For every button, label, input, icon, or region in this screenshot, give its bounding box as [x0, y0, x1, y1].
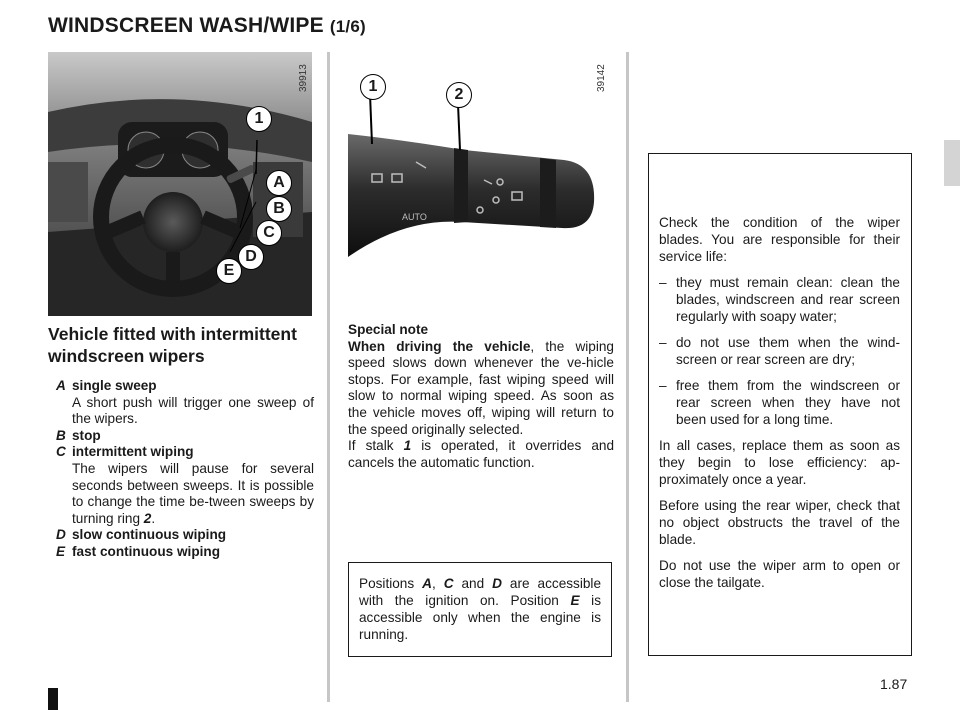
care-intro: Check the condition of the wiper blades. You are responsible for their service life:	[659, 215, 900, 264]
dash-marker: –	[659, 275, 667, 290]
stalk-auto-label: AUTO	[402, 212, 427, 222]
callout-d: D	[238, 244, 264, 270]
wiper-stalk-illustration	[344, 52, 616, 292]
legend-key: E	[56, 543, 66, 559]
stalk-callout-2: 2	[446, 82, 472, 108]
position-ref-e: E	[570, 593, 580, 608]
special-note	[348, 322, 614, 471]
care-rear-wiper: Before using the rear wiper, check that no object obstructs the travel of the blade.	[659, 498, 900, 547]
column-divider-right	[626, 52, 629, 702]
legend-key: D	[56, 527, 66, 543]
legend-desc: A short push will trigger one sweep of the wipers.	[72, 394, 314, 427]
callout-e: E	[216, 258, 242, 284]
figure-ref-39142: 39142	[596, 64, 607, 92]
legend-label: intermittent wiping	[72, 444, 194, 460]
callout-a: A	[266, 170, 292, 196]
legend-label: slow continuous wiping	[72, 527, 227, 543]
section-tab-marker	[944, 140, 960, 186]
wiper-positions-legend	[56, 378, 314, 561]
legend-desc-end: .	[151, 510, 156, 526]
legend-item-a	[56, 378, 314, 428]
care-item	[659, 334, 900, 368]
care-tailgate: Do not use the wiper arm to open or close the tailgate.	[659, 558, 900, 590]
special-note-para-2	[348, 438, 614, 471]
box-text: Positions	[359, 576, 423, 591]
section-heading: Vehicle fitted with intermittent windscreen wipers	[48, 324, 297, 366]
care-item-text: do not use them when the wind-screen or rear screen are dry;	[676, 335, 900, 367]
title-main: WINDSCREEN WASH/WIPE	[48, 14, 324, 37]
box-text: are accessible with the ignition on. Position	[359, 576, 602, 608]
legend-key: B	[56, 427, 66, 443]
wiper-care-box	[648, 153, 912, 656]
dashboard-photo	[48, 52, 312, 316]
ring-ref: 2	[143, 510, 152, 526]
care-item-text: free them from the windscreen or rear screen when they have not been used for a long time.	[676, 378, 900, 427]
box-text: and	[453, 576, 493, 591]
special-note-para-1	[348, 339, 614, 439]
legend-item-b	[56, 428, 314, 445]
callout-c: C	[256, 220, 282, 246]
special-note-heading: Special note	[348, 322, 429, 337]
stalk-callout-1: 1	[360, 74, 386, 100]
figure-ref-39913: 39913	[298, 64, 309, 92]
care-item	[659, 377, 900, 428]
legend-key: C	[56, 444, 66, 460]
dash-marker: –	[659, 335, 667, 350]
page-number: 1.87	[880, 676, 908, 692]
footer-marker	[48, 688, 58, 710]
title-part: (1/6)	[329, 17, 366, 36]
box-text: ,	[431, 576, 444, 591]
position-ref-a: A	[422, 576, 432, 591]
legend-desc	[72, 461, 314, 527]
special-note-text: , the wiping speed slows down whenever the ve-hicle stops. For example, fast wiping speed will slow to normal wiping speed. As soon as the vehicle moves off, wiping will return to the speed originally selected.	[348, 338, 614, 437]
position-ref-c: C	[443, 576, 454, 591]
legend-desc-text: The wipers will pause for several seconds between sweeps. It is possible to change the time be-tween sweeps by turning ring	[72, 460, 314, 526]
legend-label: stop	[72, 427, 101, 443]
care-item-text: they must remain clean: clean the blades, windscreen and rear screen regularly with soapy water;	[676, 275, 900, 324]
legend-key: A	[56, 378, 66, 393]
legend-label: fast continuous wiping	[72, 543, 221, 559]
dash-marker: –	[659, 378, 667, 393]
column-divider-left	[327, 52, 330, 702]
stalk-ref: 1	[403, 438, 412, 454]
positions-info-box	[348, 562, 612, 657]
legend-item-d	[56, 527, 314, 544]
page-title	[48, 14, 366, 38]
legend-item-e	[56, 544, 314, 561]
legend-item-c	[56, 444, 314, 527]
special-note-text: is operated, it overrides and cancels the automatic function.	[348, 438, 615, 470]
care-item	[659, 274, 900, 325]
position-ref-d: D	[492, 576, 502, 591]
legend-label: single sweep	[72, 378, 157, 393]
callout-b: B	[266, 196, 292, 222]
special-note-text: If stalk	[348, 438, 404, 454]
callout-1: 1	[246, 106, 272, 132]
box-text: is accessible only when the engine is running.	[359, 593, 601, 642]
care-replace: In all cases, replace them as soon as they begin to lose efficiency: ap-proximately once a year.	[659, 438, 900, 487]
special-note-lead: When driving the vehicle	[348, 338, 531, 354]
